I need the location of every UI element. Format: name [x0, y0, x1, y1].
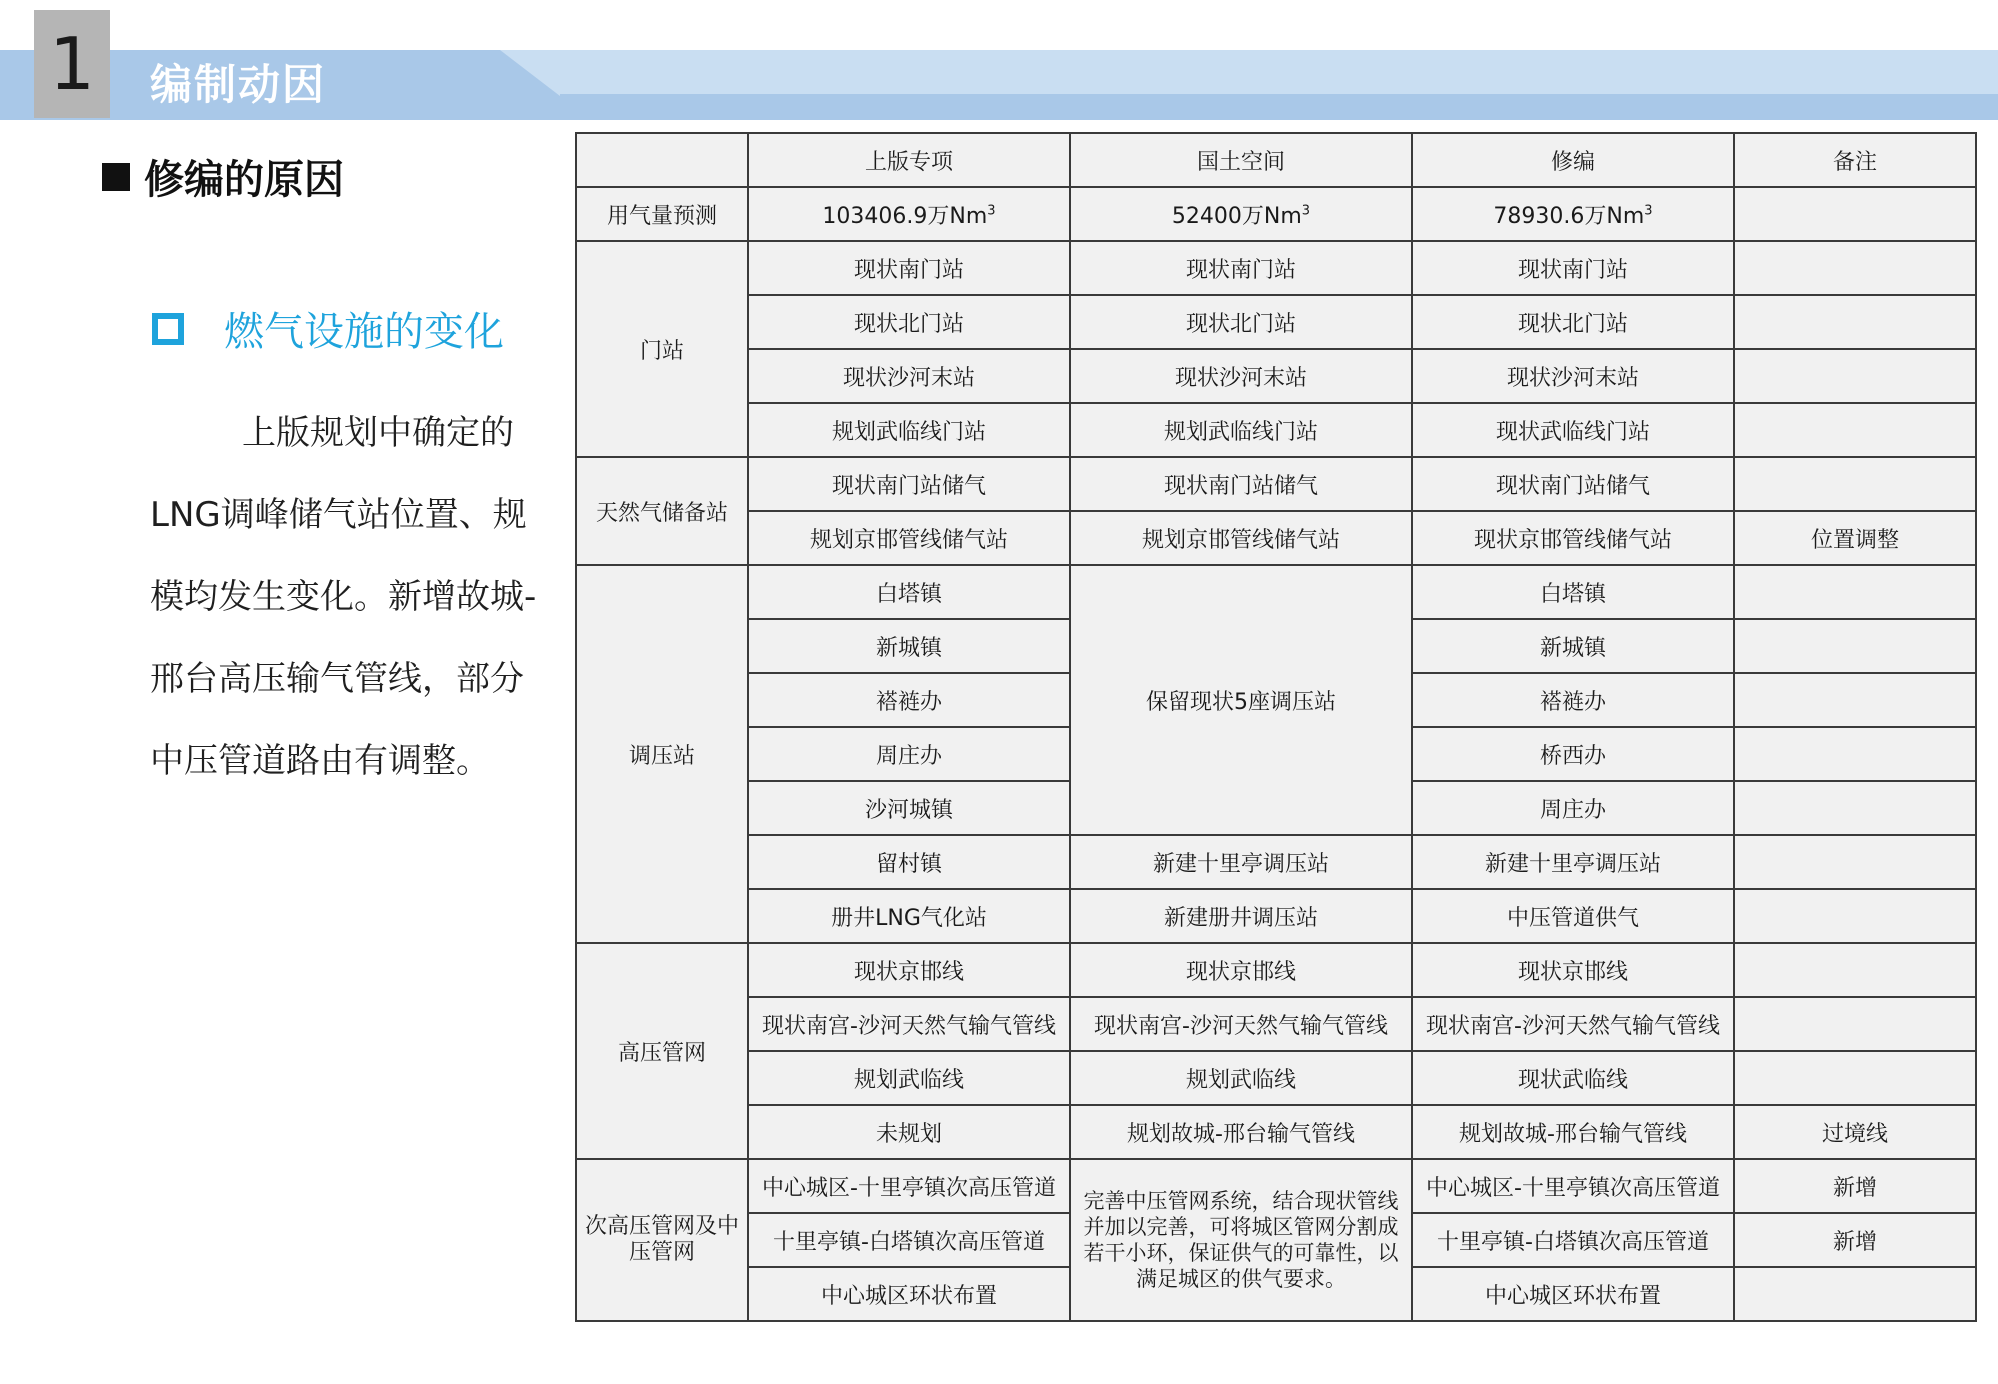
table-row	[576, 1159, 1976, 1213]
table-cell: 52400万Nm$^3$	[1070, 187, 1412, 241]
note-cell: 位置调整	[1734, 511, 1976, 565]
note-cell	[1734, 835, 1976, 889]
table-cell: 现状南门站	[748, 241, 1070, 295]
table-row	[576, 187, 1976, 241]
table-cell: 规划故城-邢台输气管线	[1412, 1105, 1734, 1159]
note-cell	[1734, 1051, 1976, 1105]
note-cell	[1734, 619, 1976, 673]
table-row	[576, 511, 1976, 565]
table-cell: 现状南门站储气	[748, 457, 1070, 511]
section-title: 编制动因	[150, 60, 327, 109]
table-row	[576, 241, 1976, 295]
table-cell: 褡裢办	[1412, 673, 1734, 727]
note-cell	[1734, 457, 1976, 511]
table-cell: 现状沙河末站	[1070, 349, 1412, 403]
table-cell: 规划武临线	[748, 1051, 1070, 1105]
group-label: 门站	[576, 241, 748, 457]
header-cell: 上版专项	[748, 133, 1070, 187]
table-cell: 册井LNG气化站	[748, 889, 1070, 943]
table-row	[576, 1051, 1976, 1105]
table-row	[576, 349, 1976, 403]
table-cell: 规划武临线	[1070, 1051, 1412, 1105]
table-cell: 沙河城镇	[748, 781, 1070, 835]
hollow-square-icon	[152, 313, 184, 345]
table-cell: 中心城区环状布置	[1412, 1267, 1734, 1321]
table-cell: 现状南宫-沙河天然气输气管线	[748, 997, 1070, 1051]
note-cell	[1734, 403, 1976, 457]
header-line	[560, 94, 1998, 120]
table-cell: 新城镇	[1412, 619, 1734, 673]
table-row	[576, 835, 1976, 889]
table-cell: 新城镇	[748, 619, 1070, 673]
table-cell: 现状京邯线	[748, 943, 1070, 997]
table-cell: 十里亭镇-白塔镇次高压管道	[1412, 1213, 1734, 1267]
note-cell	[1734, 889, 1976, 943]
header-cell: 修编	[1412, 133, 1734, 187]
header-cell: 备注	[1734, 133, 1976, 187]
note-cell	[1734, 997, 1976, 1051]
note-cell	[1734, 781, 1976, 835]
note-cell	[1734, 241, 1976, 295]
table-cell: 现状南门站	[1412, 241, 1734, 295]
table-header-row	[576, 133, 1976, 187]
table-cell: 现状京邯线	[1070, 943, 1412, 997]
table-cell: 中心城区-十里亭镇次高压管道	[1412, 1159, 1734, 1213]
table-cell: 现状北门站	[1412, 295, 1734, 349]
filled-square-icon	[102, 163, 130, 191]
merged-cell: 完善中压管网系统，结合现状管线并加以完善，可将城区管网分割成若干小环，保证供气的可靠性，以满足城区的供气要求。	[1070, 1159, 1412, 1321]
note-cell	[1734, 295, 1976, 349]
table-cell: 现状南门站储气	[1412, 457, 1734, 511]
table-cell: 新建十里亭调压站	[1070, 835, 1412, 889]
table-row	[576, 457, 1976, 511]
table-cell: 规划武临线门站	[748, 403, 1070, 457]
table-cell: 白塔镇	[1412, 565, 1734, 619]
table-cell: 规划京邯管线储气站	[748, 511, 1070, 565]
note-cell	[1734, 673, 1976, 727]
table-cell: 周庄办	[1412, 781, 1734, 835]
table-cell: 白塔镇	[748, 565, 1070, 619]
group-label: 调压站	[576, 565, 748, 943]
table-cell: 周庄办	[748, 727, 1070, 781]
table-cell: 现状京邯管线储气站	[1412, 511, 1734, 565]
bullet-title	[152, 300, 504, 357]
table-cell: 现状南宫-沙河天然气输气管线	[1412, 997, 1734, 1051]
table-cell: 现状北门站	[748, 295, 1070, 349]
table-cell: 现状南门站	[1070, 241, 1412, 295]
note-cell	[1734, 1267, 1976, 1321]
table-cell: 103406.9万Nm$^3$	[748, 187, 1070, 241]
table-row	[576, 295, 1976, 349]
note-cell	[1734, 349, 1976, 403]
group-label: 次高压管网及中压管网	[576, 1159, 748, 1321]
table-cell: 现状南宫-沙河天然气输气管线	[1070, 997, 1412, 1051]
section-number: 1	[34, 10, 110, 118]
subtitle-text: 修编的原因	[144, 157, 344, 203]
bullet-title-text: 燃气设施的变化	[224, 309, 504, 355]
merged-cell: 保留现状5座调压站	[1070, 565, 1412, 835]
table-cell: 规划故城-邢台输气管线	[1070, 1105, 1412, 1159]
table-cell: 现状武临线门站	[1412, 403, 1734, 457]
table-cell: 桥西办	[1412, 727, 1734, 781]
comparison-table	[575, 132, 1977, 1322]
note-cell	[1734, 565, 1976, 619]
table-cell: 现状沙河末站	[748, 349, 1070, 403]
paragraph: 上版规划中确定的LNG调峰储气站位置、规模均发生变化。新增故城-邢台高压输气管线，部分中压管道路由有调整。	[150, 413, 537, 781]
table-cell: 现状南门站储气	[1070, 457, 1412, 511]
table-row	[576, 889, 1976, 943]
table-cell: 新建十里亭调压站	[1412, 835, 1734, 889]
table-row	[576, 943, 1976, 997]
table-cell: 留村镇	[748, 835, 1070, 889]
note-cell	[1734, 727, 1976, 781]
table-cell: 中压管道供气	[1412, 889, 1734, 943]
note-cell	[1734, 187, 1976, 241]
table-row	[576, 997, 1976, 1051]
header-cell	[576, 133, 748, 187]
table-cell: 规划武临线门站	[1070, 403, 1412, 457]
table-cell: 现状武临线	[1412, 1051, 1734, 1105]
note-cell: 过境线	[1734, 1105, 1976, 1159]
table-cell: 十里亭镇-白塔镇次高压管道	[748, 1213, 1070, 1267]
table-row	[576, 1105, 1976, 1159]
table-cell: 规划京邯管线储气站	[1070, 511, 1412, 565]
table-cell: 中心城区-十里亭镇次高压管道	[748, 1159, 1070, 1213]
table-row	[576, 565, 1976, 619]
table-cell: 现状京邯线	[1412, 943, 1734, 997]
table-cell: 现状北门站	[1070, 295, 1412, 349]
row-label: 用气量预测	[576, 187, 748, 241]
group-label: 高压管网	[576, 943, 748, 1159]
subtitle	[102, 148, 344, 205]
table-cell: 未规划	[748, 1105, 1070, 1159]
table-cell: 现状沙河末站	[1412, 349, 1734, 403]
table-cell: 新建册井调压站	[1070, 889, 1412, 943]
note-cell: 新增	[1734, 1159, 1976, 1213]
header-cell: 国土空间	[1070, 133, 1412, 187]
table-cell: 78930.6万Nm$^3$	[1412, 187, 1734, 241]
table-row	[576, 403, 1976, 457]
note-cell	[1734, 943, 1976, 997]
note-cell: 新增	[1734, 1213, 1976, 1267]
table-cell: 褡裢办	[748, 673, 1070, 727]
table-cell: 中心城区环状布置	[748, 1267, 1070, 1321]
group-label: 天然气储备站	[576, 457, 748, 565]
